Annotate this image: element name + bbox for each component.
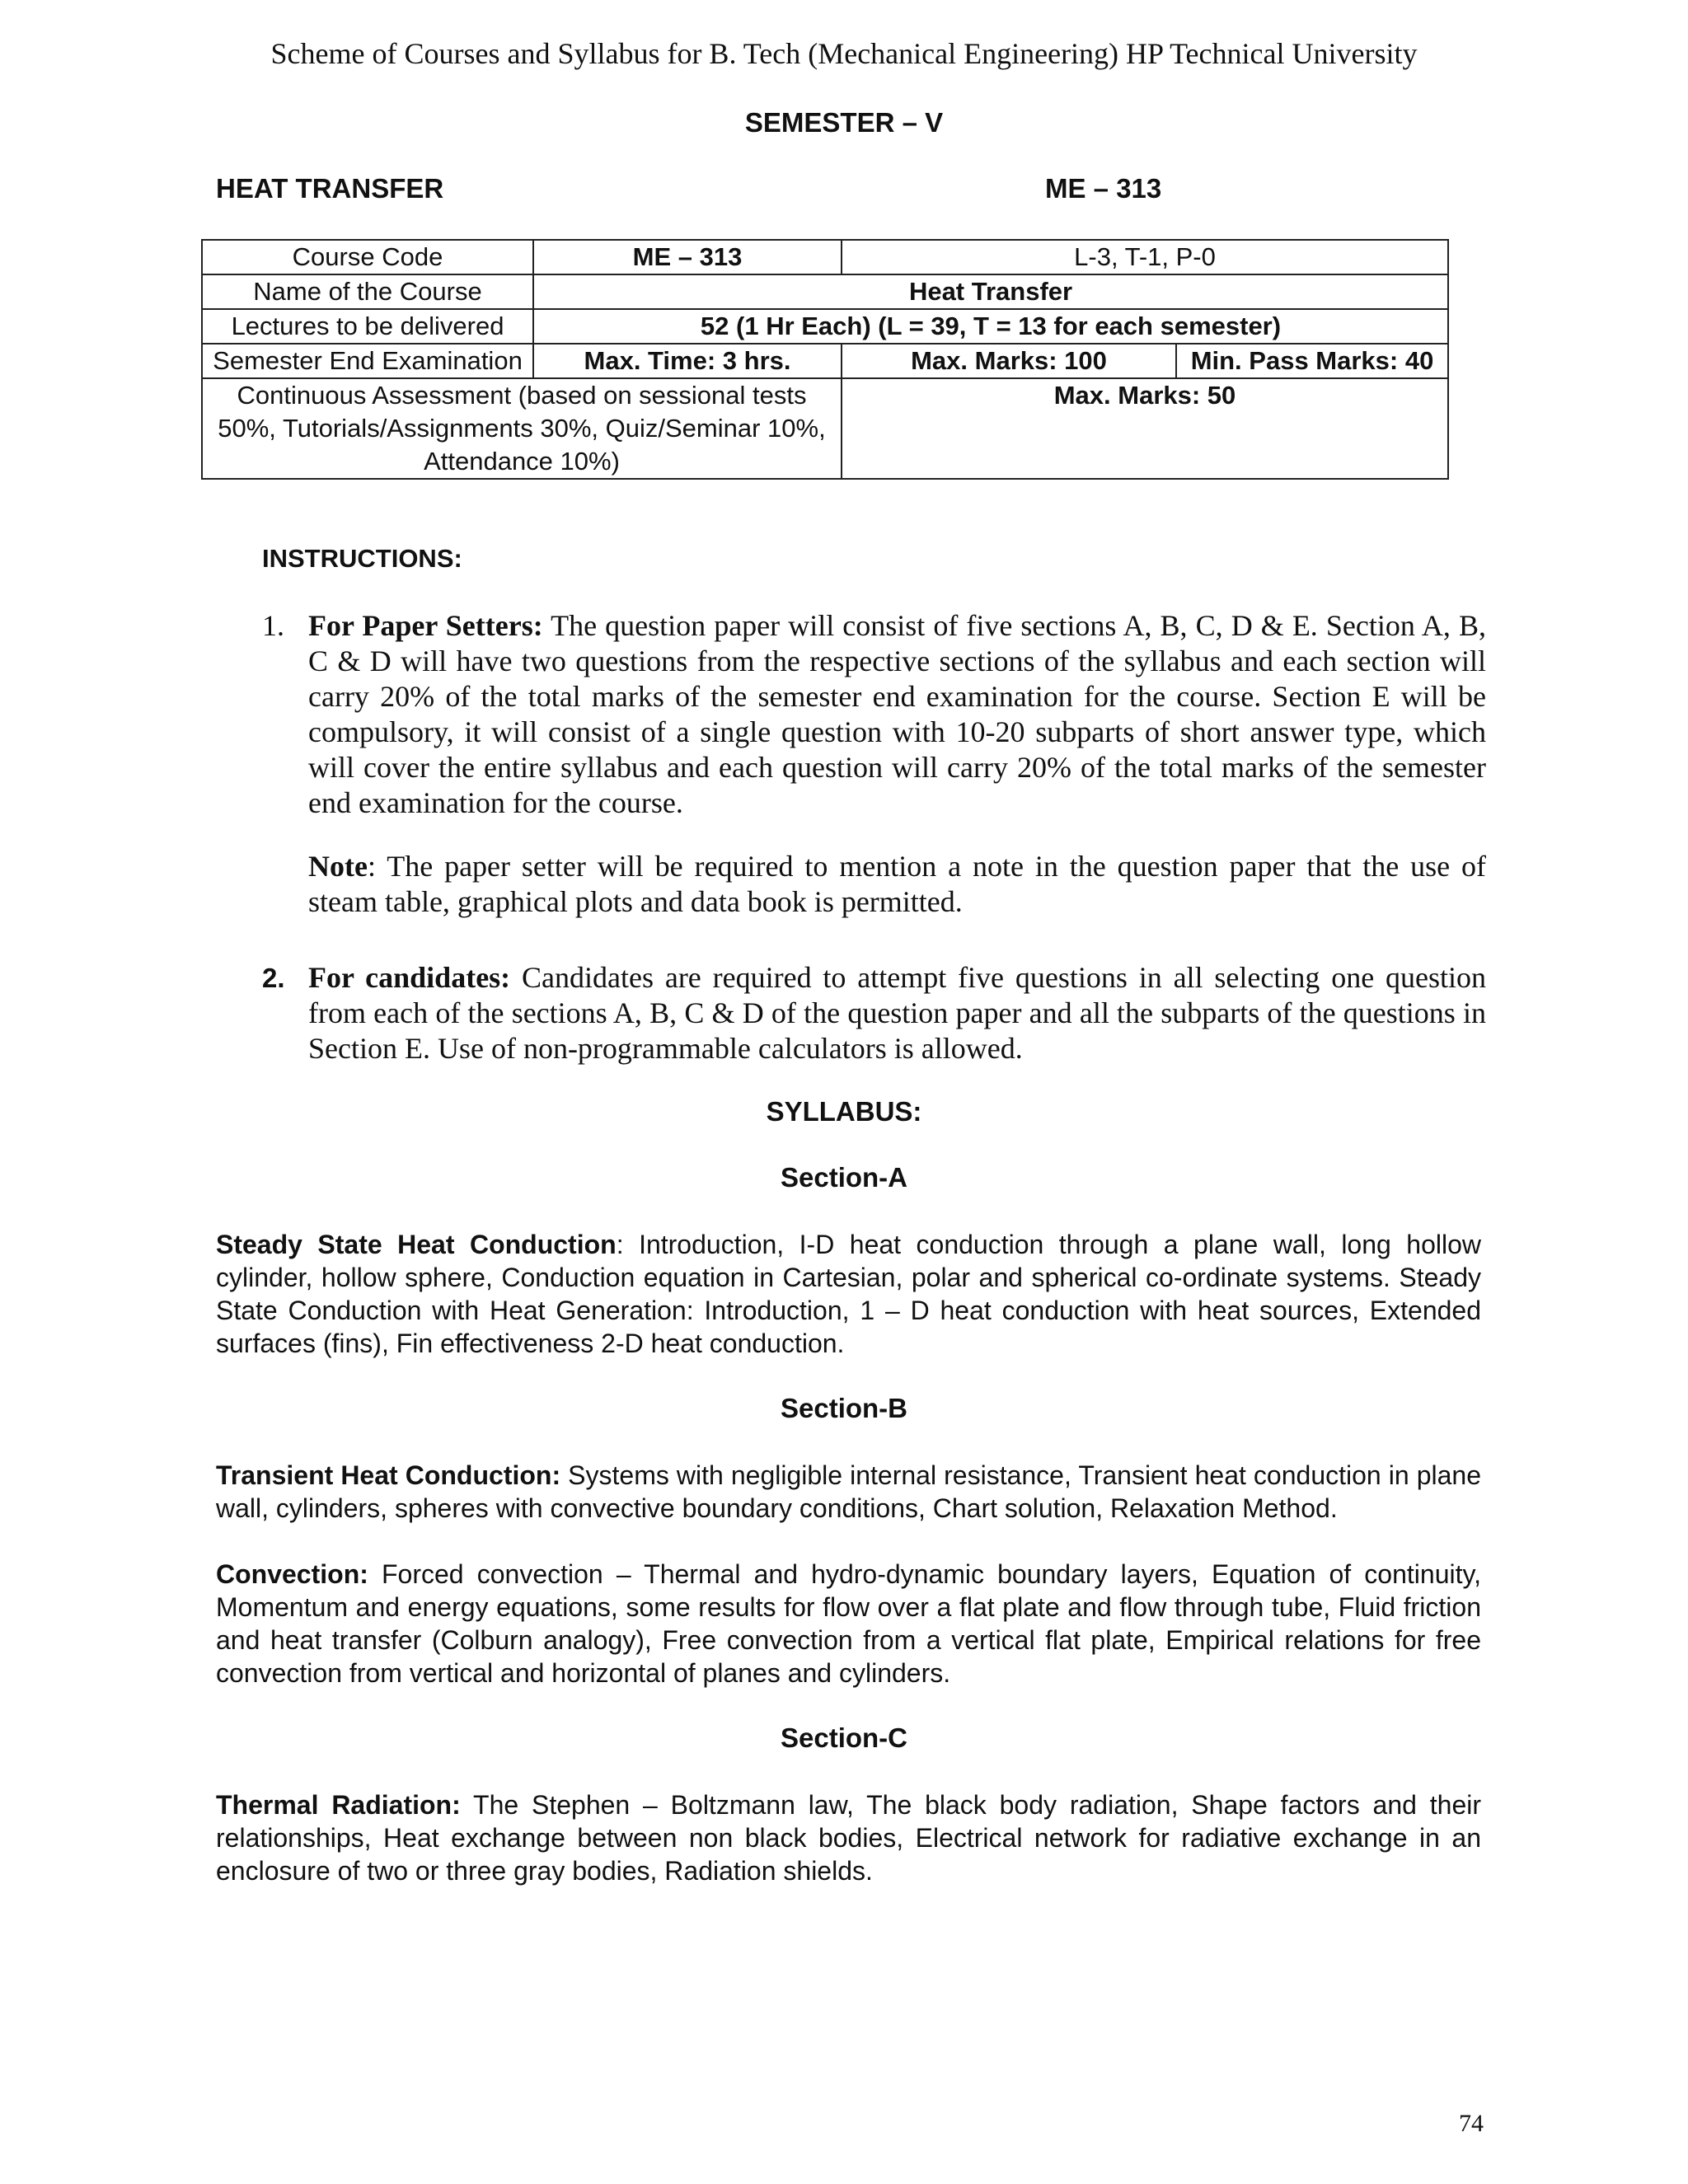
topic-text: Forced convection – Thermal and hydro-dynamic boundary layers, Equation of continuity, Momentum and energy equations, some results for flow over a flat plate and flow through tube, Fluid friction and heat transfer (Colburn analogy), Free convection from a vertical flat plate, Empirical relations for free convection from vertical and horizontal of planes and cylinders. [216, 1559, 1481, 1688]
section-b-heading: Section-B [780, 1393, 907, 1423]
instruction-item-paper-setters [262, 608, 1486, 821]
topic-text: Systems with negligible internal resistance, Transient heat conduction in plane wall, cylinders, spheres with convective boundary conditions, Chart solution, Relaxation Method. [216, 1460, 1482, 1523]
table-cell-code: ME – 313 [533, 240, 842, 274]
course-title: HEAT TRANSFER [216, 173, 444, 204]
topic-lead: Thermal Radiation: [216, 1790, 461, 1820]
topic-text: : Introduction, I-D heat conduction through a plane wall, long hollow cylinder, hollow sphere, Conduction equation in Cartesian, polar and spherical co-ordinate systems. Steady State Conduction with Heat Generation: Introduction, 1 – D heat conduction with heat sources, Extended surfaces (fins), Fin effectiveness 2-D heat conduction. [216, 1230, 1482, 1358]
section-c-heading: Section-C [780, 1722, 907, 1753]
table-cell-course-name: Heat Transfer [533, 274, 1448, 309]
semester-heading: SEMESTER – V [744, 107, 944, 138]
table-cell-max-marks: Max. Marks: 100 [842, 344, 1176, 378]
topic-lead: Convection: [216, 1559, 368, 1589]
instruction-note [262, 849, 1486, 920]
table-cell-label: Name of the Course [202, 274, 533, 309]
table-cell-lectures: 52 (1 Hr Each) (L = 39, T = 13 for each semester) [533, 309, 1448, 344]
table-cell-label: Lectures to be delivered [202, 309, 533, 344]
table-cell-min-pass: Min. Pass Marks: 40 [1176, 344, 1448, 378]
table-cell-ltp: L-3, T-1, P-0 [842, 240, 1448, 274]
table-cell-max-time: Max. Time: 3 hrs. [533, 344, 842, 378]
table-row [202, 378, 1448, 479]
table-row [202, 344, 1448, 378]
section-a-heading: Section-A [780, 1162, 907, 1193]
instruction-item-candidates [262, 960, 1486, 1066]
instruction-lead: For candidates: [308, 961, 511, 994]
instruction-lead: For Paper Setters: [308, 609, 543, 642]
section-b-paragraph-convection [216, 1558, 1481, 1690]
instructions-heading: INSTRUCTIONS: [262, 544, 462, 573]
topic-lead: Steady State Heat Conduction [216, 1230, 617, 1259]
course-code-heading: ME – 313 [1045, 173, 1162, 204]
instruction-text: Candidates are required to attempt five questions in all selecting one question from each of the sections A, B, C & D of the question paper and all the subparts of the questions in Section E. Use of non-programmable calculators is allowed. [308, 961, 1487, 1065]
topic-text: The Stephen – Boltzmann law, The black body radiation, Shape factors and their relationships, Heat exchange between non black bodies, Electrical network for radiative exchange in an enclosure of two or three gray bodies, Radiation shields. [216, 1790, 1482, 1886]
section-a-paragraph [216, 1228, 1481, 1360]
section-b-paragraph-transient [216, 1459, 1481, 1525]
syllabus-heading: SYLLABUS: [766, 1096, 922, 1127]
table-cell-label: Semester End Examination [202, 344, 533, 378]
list-number: 1. [262, 609, 284, 642]
table-row [202, 309, 1448, 344]
table-cell-label: Continuous Assessment (based on sessional tests 50%, Tutorials/Assignments 30%, Quiz/Seminar 10%, Attendance 10%) [202, 378, 842, 479]
note-lead: Note [308, 850, 368, 883]
page-number: 74 [1459, 2110, 1484, 2137]
topic-lead: Transient Heat Conduction: [216, 1460, 561, 1490]
course-details-table [201, 239, 1449, 480]
table-cell-ca-marks: Max. Marks: 50 [842, 378, 1448, 479]
instruction-text: The question paper will consist of five sections A, B, C, D & E. Section A, B, C & D will have two questions from the respective sections of the syllabus and each section will carry 20% of the total marks of the semester end examination for the course. Section E will be compulsory, it will consist of a single question with 10-20 subparts of short answer type, which will cover the entire syllabus and each question will carry 20% of the total marks of the semester end examination for the course. [308, 609, 1486, 819]
table-row [202, 274, 1448, 309]
table-row [202, 240, 1448, 274]
section-c-paragraph [216, 1788, 1481, 1887]
note-text: : The paper setter will be required to mention a note in the question paper that the use of steam table, graphical plots and data book is permitted. [308, 850, 1486, 918]
running-header: Scheme of Courses and Syllabus for B. Tech (Mechanical Engineering) HP Technical University [270, 37, 1418, 70]
table-cell-label: Course Code [202, 240, 533, 274]
list-number: 2. [262, 963, 285, 993]
